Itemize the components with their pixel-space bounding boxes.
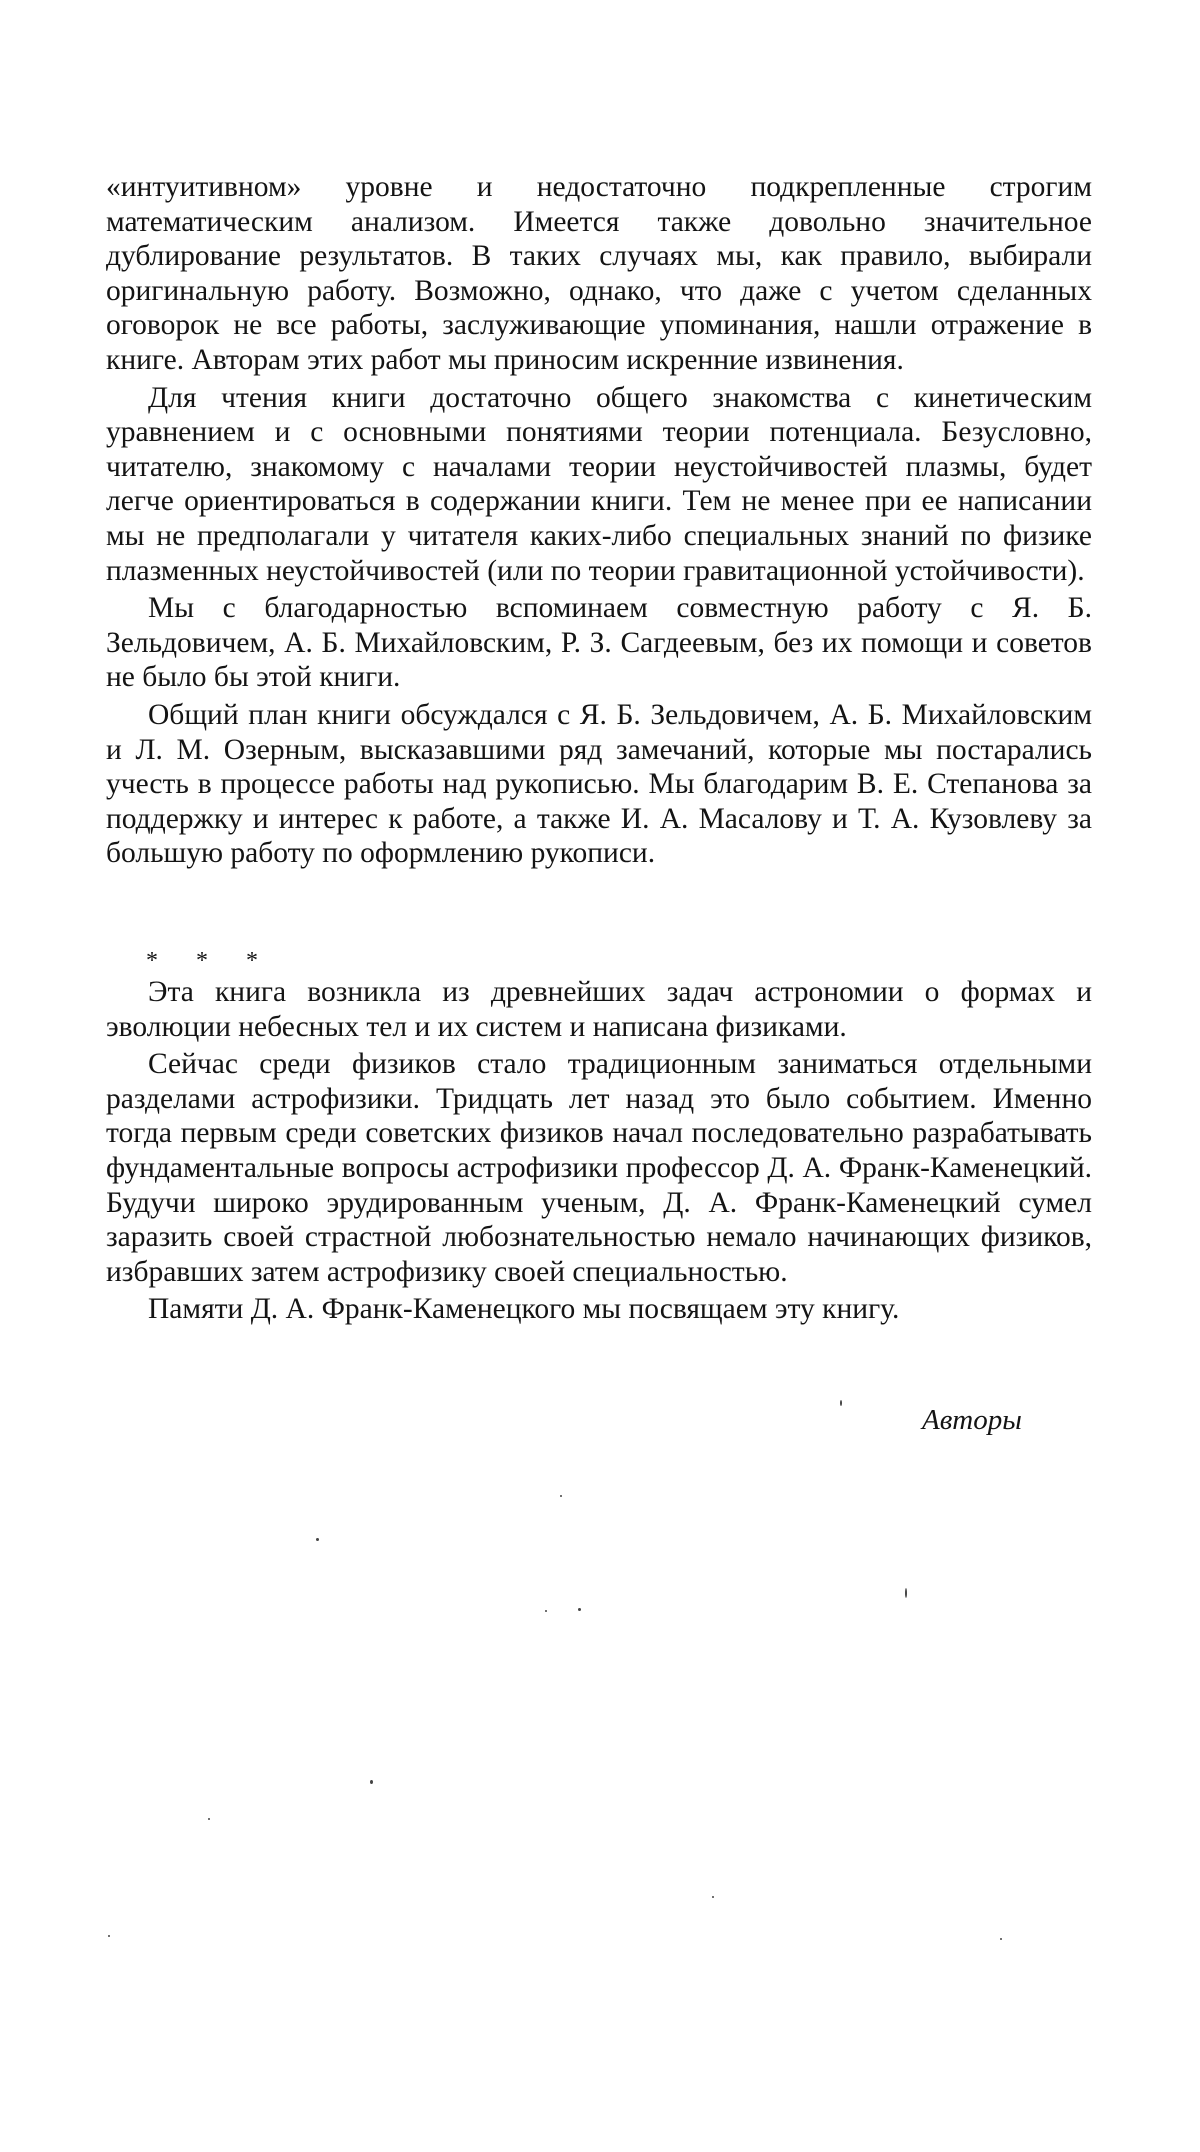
- scan-speck: [316, 1538, 319, 1541]
- scan-speck: [1000, 1938, 1002, 1940]
- paragraph-dedication: Памяти Д. А. Франк-Каменецкого мы посвящаем эту книгу.: [148, 1293, 900, 1326]
- scan-speck: [370, 1780, 373, 1784]
- scan-speck: [560, 1495, 562, 1497]
- paragraph-continuation: «интуитивном» уровне и недостаточно подкрепленные строгим математическим анализом. Имеется также довольно значительное дублирование результатов. В таких случаях мы, как правило, выбирали оригинальную работу. Возможно, однако, что даже с учетом сделанных оговорок не все работы, заслуживающие упоминания, нашли отражение в книге. Авторам этих работ мы приносим искренние извинения.: [106, 171, 1092, 376]
- paragraph-reading-requirements: Для чтения книги достаточно общего знакомства с кинетическим уравнением и с основными понятиями теории потенциала. Безусловно, читателю, знакомому с началами теории неустойчивостей плазмы, будет легче ориентироваться в содержании книги. Тем не менее при ее написании мы не предполагали у читателя каких-либо специальных знаний по физике плазменных неустойчивостей (или по теории гравитационной устойчивости).: [106, 381, 1092, 587]
- paragraph-origin: Эта книга возникла из древнейших задач астрономии о формах и эволюции небесных тел и их систем и написана физиками.: [106, 976, 1092, 1043]
- scan-speck: [712, 1896, 714, 1898]
- authors-signature: Авторы: [922, 1404, 1022, 1436]
- section-separator: * * *: [146, 948, 274, 974]
- paragraph-history: Сейчас среди физиков стало традиционным заниматься отдельными разделами астрофизики. Тридцать лет назад это было событием. Именно тогда первым среди советских физиков начал последовательно разрабатывать фундаментальные вопросы астрофизики профессор Д. А. Франк-Каменецкий. Будучи широко эрудированным ученым, Д. А. Франк-Каменецкий сумел заразить своей страстной любознательностью немало начинающих физиков, избравших затем астрофизику своей специальностью.: [106, 1048, 1092, 1288]
- scan-speck: [905, 1588, 907, 1598]
- paragraph-plan: Общий план книги обсуждался с Я. Б. Зельдовичем, А. Б. Михайловским и Л. М. Озерным, высказавшими ряд замечаний, которые мы постарались учесть в процессе работы над рукописью. Мы благодарим В. Е. Степанова за поддержку и интерес к работе, а также И. А. Масалову и Т. А. Кузовлеву за большую работу по оформлению рукописи.: [106, 698, 1092, 870]
- scan-speck: [578, 1608, 581, 1611]
- preface-acknowledgements: [106, 170, 1092, 874]
- scan-speck: [840, 1400, 842, 1406]
- scan-speck: [208, 1818, 210, 1820]
- preface-dedication: [106, 975, 1092, 1330]
- scan-speck: [545, 1610, 547, 1612]
- paragraph-gratitude: Мы с благодарностью вспоминаем совместную работу с Я. Б. Зельдовичем, А. Б. Михайловским, Р. З. Сагдеевым, без их помощи и советов не было бы этой книги.: [106, 592, 1092, 694]
- scan-speck: [108, 1935, 110, 1937]
